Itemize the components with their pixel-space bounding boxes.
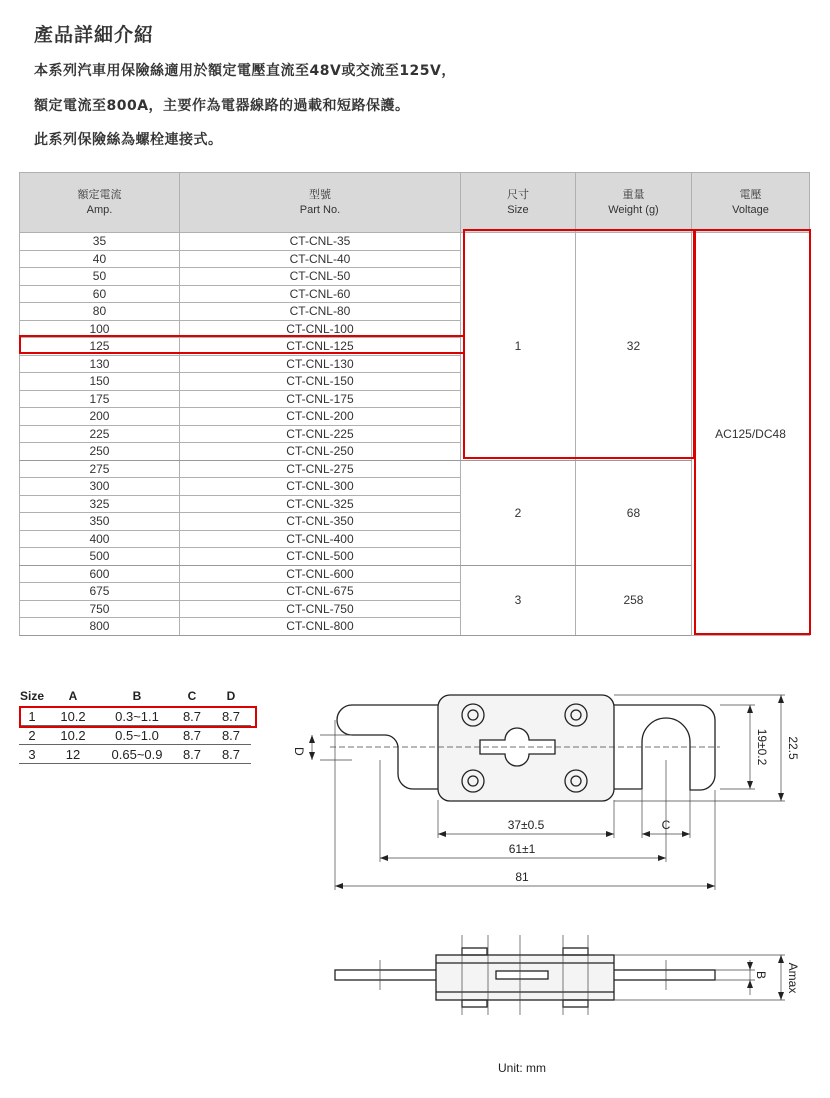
- cell-part-no: CT-CNL-130: [179, 355, 460, 373]
- cell-amp: 325: [20, 495, 180, 513]
- cell-part-no: CT-CNL-800: [179, 618, 460, 636]
- label-c: C: [661, 818, 671, 832]
- dim-cell: 10.2: [45, 726, 101, 745]
- cell-amp: 225: [20, 425, 180, 443]
- fuse-right-tab: [614, 705, 715, 790]
- label-amax: Amax: [786, 962, 800, 994]
- cell-amp: 675: [20, 583, 180, 601]
- cell-part-no: CT-CNL-60: [179, 285, 460, 303]
- dim-header-b: B: [132, 689, 142, 703]
- description-line-1: 本系列汽車用保險絲適用於額定電壓直流至48V或交流至125V，: [34, 63, 456, 79]
- cell-amp: 40: [20, 250, 180, 268]
- cell-amp: 175: [20, 390, 180, 408]
- cell-amp: 800: [20, 618, 180, 636]
- cell-part-no: CT-CNL-150: [179, 373, 460, 391]
- dim-cell: 8.7: [173, 707, 211, 726]
- dim-cell: 0.5~1.0: [101, 726, 173, 745]
- cell-amp: 80: [20, 303, 180, 321]
- cell-part-no: CT-CNL-35: [179, 233, 460, 251]
- dim-header-d: D: [226, 689, 236, 703]
- cell-amp: 250: [20, 443, 180, 461]
- label-81: 81: [515, 870, 529, 884]
- cell-amp: 35: [20, 233, 180, 251]
- cell-part-no: CT-CNL-40: [179, 250, 460, 268]
- dim-cell: 8.7: [211, 707, 251, 726]
- cell-amp: 600: [20, 565, 180, 583]
- cell-amp: 150: [20, 373, 180, 391]
- cell-amp: 350: [20, 513, 180, 531]
- header-size: 尺寸 Size: [461, 173, 576, 233]
- cell-size: 3: [461, 565, 576, 635]
- cell-part-no: CT-CNL-175: [179, 390, 460, 408]
- cell-amp: 130: [20, 355, 180, 373]
- cell-size: 1: [461, 233, 576, 461]
- header-voltage: 電壓 Voltage: [692, 173, 810, 233]
- cell-amp: 275: [20, 460, 180, 478]
- label-22: 22.5: [786, 736, 800, 760]
- dim-cell: 12: [45, 745, 101, 764]
- cell-amp: 750: [20, 600, 180, 618]
- cell-amp: 200: [20, 408, 180, 426]
- cell-part-no: CT-CNL-200: [179, 408, 460, 426]
- cell-part-no: CT-CNL-225: [179, 425, 460, 443]
- cell-part-no: CT-CNL-125: [179, 338, 460, 356]
- cell-part-no: CT-CNL-100: [179, 320, 460, 338]
- cell-amp: 60: [20, 285, 180, 303]
- dim-header-a: A: [68, 689, 78, 703]
- dim-cell: 8.7: [211, 745, 251, 764]
- label-61: 61±1: [508, 842, 536, 856]
- cell-part-no: CT-CNL-400: [179, 530, 460, 548]
- cell-part-no: CT-CNL-50: [179, 268, 460, 286]
- dim-cell: 0.3~1.1: [101, 707, 173, 726]
- cell-weight: 258: [575, 565, 691, 635]
- header-weight: 重量 Weight (g): [575, 173, 691, 233]
- cell-amp: 100: [20, 320, 180, 338]
- dim-cell: 8.7: [173, 726, 211, 745]
- dim-cell: 3: [19, 745, 45, 764]
- page-title: 產品詳細介紹: [34, 24, 155, 46]
- dim-cell: 10.2: [45, 707, 101, 726]
- description-line-2: 額定電流至800A，主要作為電器線路的過載和短路保護。: [34, 98, 410, 114]
- unit-label: Unit: mm: [498, 1061, 546, 1075]
- cell-voltage: AC125/DC48: [692, 233, 810, 636]
- cell-weight: 32: [575, 233, 691, 461]
- cell-part-no: CT-CNL-500: [179, 548, 460, 566]
- label-b: B: [754, 970, 768, 980]
- cell-size: 2: [461, 460, 576, 565]
- cell-part-no: CT-CNL-600: [179, 565, 460, 583]
- cell-amp: 300: [20, 478, 180, 496]
- cell-part-no: CT-CNL-250: [179, 443, 460, 461]
- dim-header-c: C: [187, 689, 197, 703]
- header-amp: 額定電流 Amp.: [20, 173, 180, 233]
- dim-cell: 1: [19, 707, 45, 726]
- header-part-no: 型號 Part No.: [179, 173, 460, 233]
- cell-amp: 125: [20, 338, 180, 356]
- label-37: 37±0.5: [507, 818, 545, 832]
- cell-part-no: CT-CNL-300: [179, 478, 460, 496]
- cell-part-no: CT-CNL-675: [179, 583, 460, 601]
- cell-amp: 500: [20, 548, 180, 566]
- cell-part-no: CT-CNL-350: [179, 513, 460, 531]
- dim-cell: 0.65~0.9: [101, 745, 173, 764]
- cell-part-no: CT-CNL-275: [179, 460, 460, 478]
- dim-header-size: Size: [19, 689, 44, 703]
- description-line-3: 此系列保險絲為螺栓連接式。: [34, 132, 223, 148]
- dim-cell: 8.7: [173, 745, 211, 764]
- cell-part-no: CT-CNL-80: [179, 303, 460, 321]
- cell-part-no: CT-CNL-750: [179, 600, 460, 618]
- label-d: D: [292, 747, 306, 756]
- dim-cell: 2: [19, 726, 45, 745]
- cell-amp: 50: [20, 268, 180, 286]
- dim-cell: 8.7: [211, 726, 251, 745]
- cell-part-no: CT-CNL-325: [179, 495, 460, 513]
- cell-weight: 68: [575, 460, 691, 565]
- label-19: 19±0.2: [755, 728, 769, 766]
- cell-amp: 400: [20, 530, 180, 548]
